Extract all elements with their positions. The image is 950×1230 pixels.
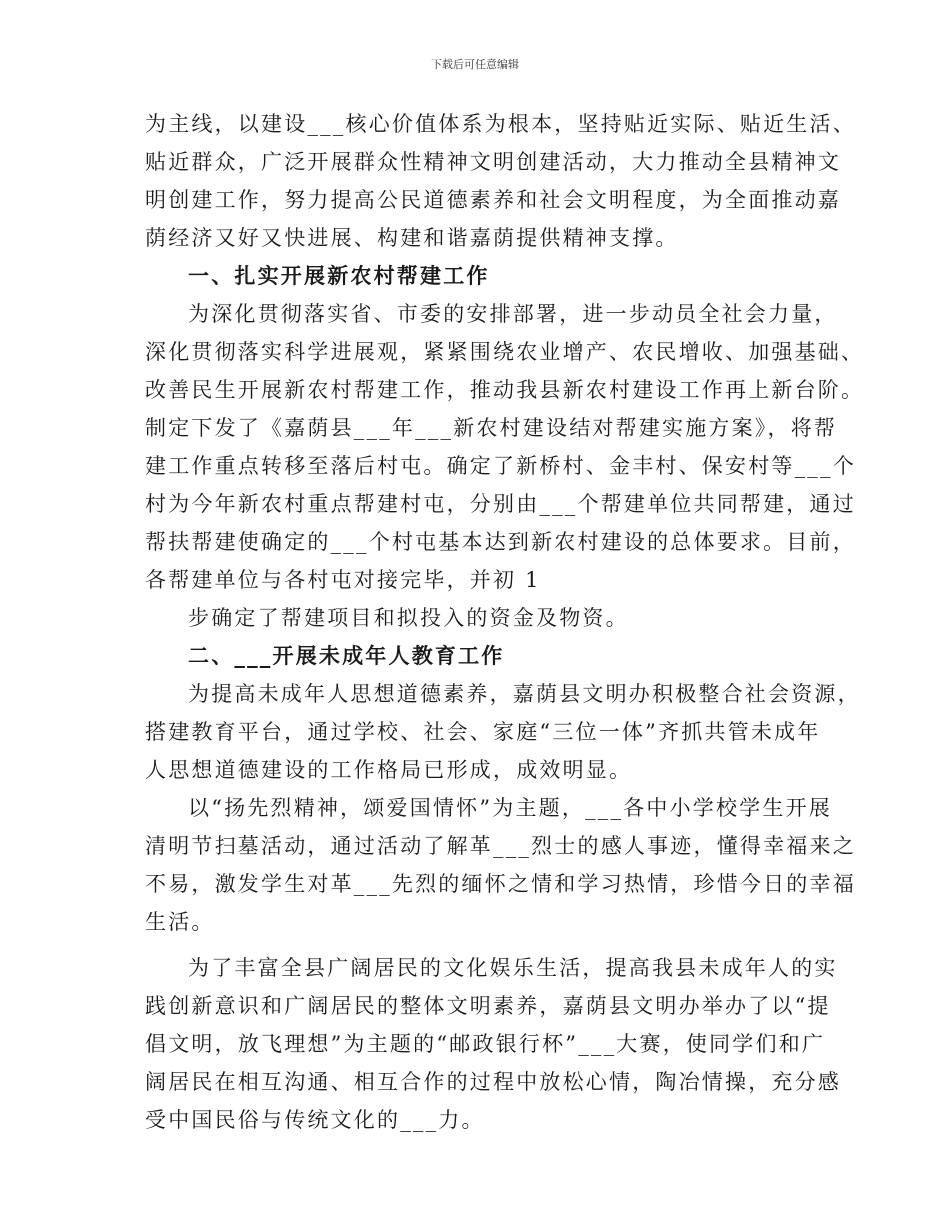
body-line: 清明节扫墓活动，通过活动了解革___烈士的感人事迹，懂得幸福来之 (145, 834, 856, 858)
body-line: 生活。 (145, 910, 215, 934)
body-line: 帮扶帮建使确定的___个村屯基本达到新农村建设的总体要求。目前， (145, 530, 856, 554)
section-heading-1: 一、扎实开展新农村帮建工作 (188, 264, 490, 288)
body-line: 不易，激发学生对革___先烈的缅怀之情和学习热情，珍惜今日的幸福 (145, 872, 856, 896)
body-line: 以“扬先烈精神，颂爱国情怀”为主题，___各中小学校学生开展 (188, 796, 832, 820)
body-line: 深化贯彻落实科学进展观，紧紧围绕农业增产、农民增收、加强基础、 (145, 340, 865, 364)
section-heading-2: 二、___开展未成年人教育工作 (188, 644, 505, 668)
body-line: 为深化贯彻落实省、市委的安排部署，进一步动员全社会力量， (188, 302, 838, 326)
body-line: 贴近群众，广泛开展群众性精神文明创建活动，大力推动全县精神文 (145, 150, 841, 174)
body-line: 搭建教育平台，通过学校、社会、家庭“三位一体”齐抓共管未成年 (145, 720, 821, 744)
body-line: 各帮建单位与各村屯对接完毕，并初 1 (145, 568, 541, 592)
body-line: 受中国民俗与传统文化的___力。 (145, 1108, 485, 1132)
body-line: 荫经济又好又快进展、构建和谐嘉荫提供精神支撑。 (145, 226, 679, 250)
body-line: 践创新意识和广阔居民的整体文明素养，嘉荫县文明办举办了以“提 (145, 994, 831, 1018)
body-line: 改善民生开展新农村帮建工作，推动我县新农村建设工作再上新台阶。 (145, 378, 865, 402)
body-line: 步确定了帮建项目和拟投入的资金及物资。 (188, 606, 629, 630)
body-line: 倡文明，放飞理想”为主题的“邮政银行杯”___大赛，使同学们和广 (145, 1032, 826, 1056)
body-line: 建工作重点转移至落后村屯。确定了新桥村、金丰村、保安村等___个 (145, 454, 856, 478)
page-header: 下载后可任意编辑 (431, 58, 519, 71)
body-line: 阔居民在相互沟通、相互合作的过程中放松心情，陶冶情操，充分感 (145, 1070, 841, 1094)
body-line: 村为今年新农村重点帮建村屯，分别由___个帮建单位共同帮建，通过 (145, 492, 856, 516)
body-line: 明创建工作，努力提高公民道德素养和社会文明程度，为全面推动嘉 (145, 188, 841, 212)
body-line: 制定下发了《嘉荫县___年___新农村建设结对帮建实施方案》，将帮 (145, 416, 838, 440)
body-line: 为了丰富全县广阔居民的文化娱乐生活，提高我县未成年人的实 (188, 956, 838, 980)
body-line: 为主线，以建设___核心价值体系为根本，坚持贴近实际、贴近生活、 (145, 112, 856, 136)
body-line: 人思想道德建设的工作格局已形成，成效明显。 (145, 758, 633, 782)
body-line: 为提高未成年人思想道德素养，嘉荫县文明办积极整合社会资源， (188, 682, 861, 706)
